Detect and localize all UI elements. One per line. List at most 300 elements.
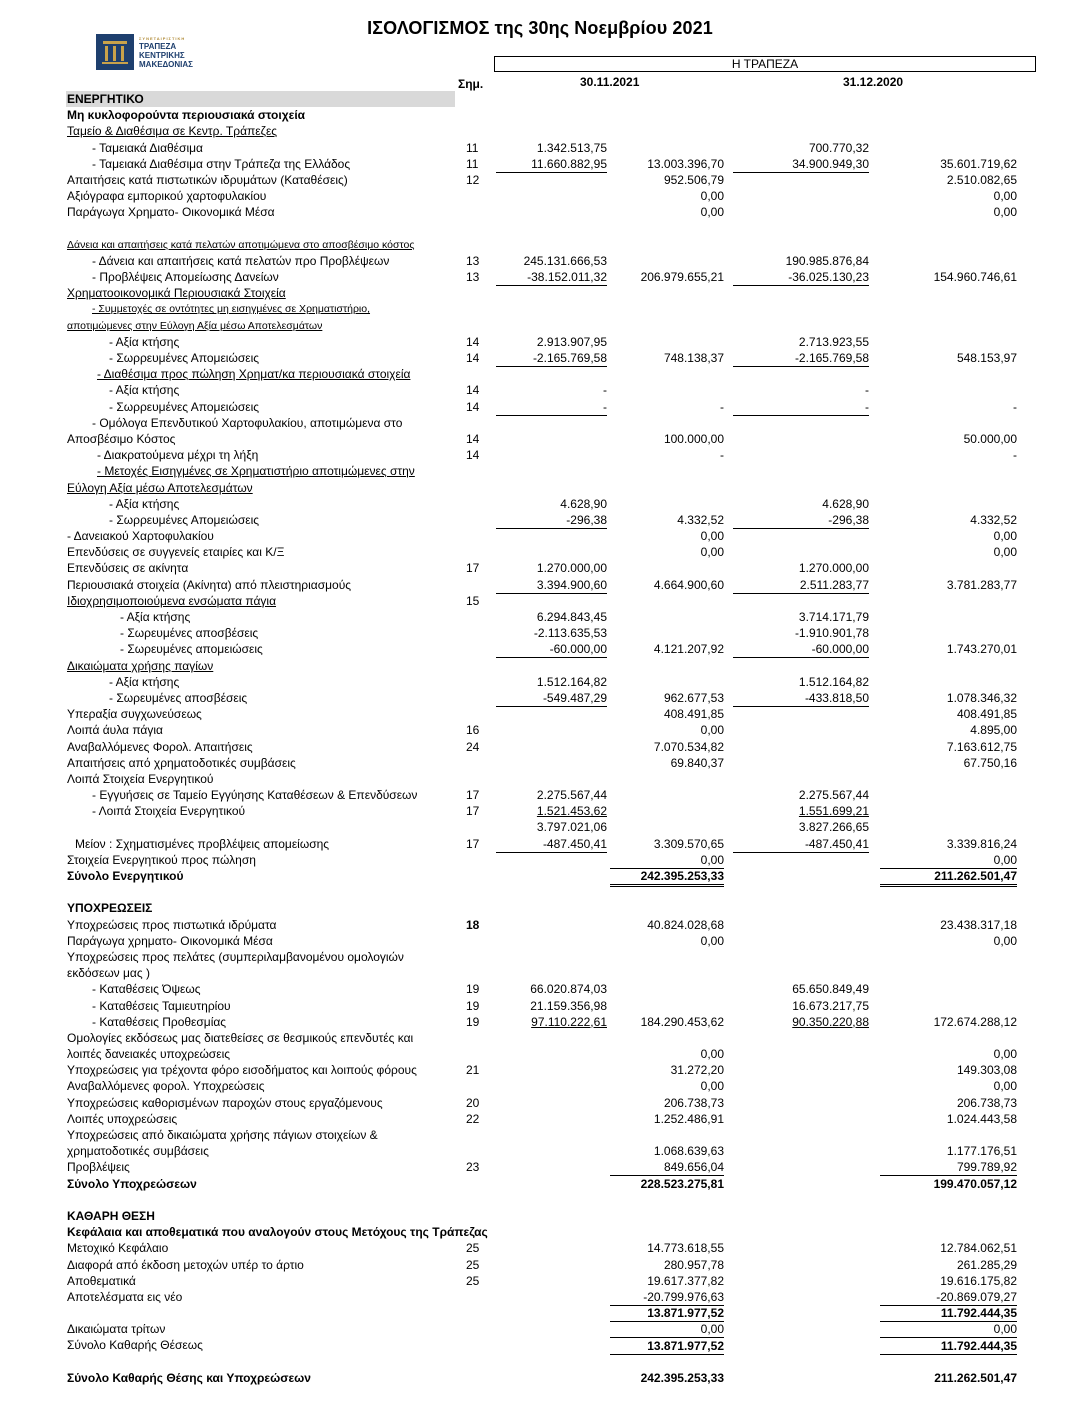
table-row bbox=[0, 366, 1080, 382]
row-note: 22 bbox=[466, 1111, 480, 1126]
table-row bbox=[0, 301, 1080, 317]
bank-logo-text: ΣΥΝΕΤΑΙΡΙΣΤΙΚΗ ΤΡΑΠΕΖΑ ΚΕΝΤΡΙΚΗΣ ΜΑΚΕΔΟΝΙΑΣ bbox=[139, 36, 193, 69]
table-row bbox=[0, 334, 1080, 350]
row-value-col1: -2.113.635,53 bbox=[533, 626, 607, 641]
row-value-col1: 1.342.513,75 bbox=[536, 140, 607, 155]
table-row bbox=[0, 787, 1080, 803]
row-label: Απαιτήσεις από χρηματοδοτικές συμβάσεις bbox=[67, 755, 296, 770]
row-label: - Σωρευμένες απομειώσεις bbox=[120, 642, 263, 657]
row-value-col2: 0,00 bbox=[700, 933, 724, 948]
row-label: Ταμείο & Διαθέσιμα σε Κεντρ. Τράπεζες bbox=[67, 124, 278, 139]
row-value-col4: 1.078.346,32 bbox=[946, 690, 1017, 705]
table-row bbox=[0, 107, 1080, 123]
row-value-col2: 206.738,73 bbox=[663, 1095, 724, 1110]
row-note: 13 bbox=[466, 253, 480, 268]
table-row bbox=[0, 1095, 1080, 1111]
row-label: Υπεραξία συγχωνεύσεως bbox=[67, 707, 202, 722]
row-value-col2: 0,00 bbox=[700, 205, 724, 220]
table-row bbox=[0, 900, 1080, 916]
table-row bbox=[0, 1176, 1080, 1192]
row-value-col2: 952.506,79 bbox=[663, 172, 724, 187]
table-row bbox=[0, 156, 1080, 172]
row-label: - Ομόλογα Επενδυτικού Χαρτοφυλακίου, αποτιμώμενα στο bbox=[92, 415, 403, 430]
row-value-col4: 206.738,73 bbox=[956, 1095, 1017, 1110]
note-column-header: Σημ. bbox=[458, 77, 484, 91]
table-row bbox=[0, 140, 1080, 156]
row-note: 17 bbox=[466, 804, 480, 819]
row-label: - Μετοχές Εισηγμένες σε Χρηματιστήριο αποτιμώμενες στην bbox=[97, 464, 415, 479]
table-row bbox=[0, 1257, 1080, 1273]
row-value-col2: 0,00 bbox=[700, 723, 724, 738]
row-value-col3: 1.270.000,00 bbox=[798, 561, 869, 576]
row-note: 19 bbox=[466, 1014, 480, 1029]
row-value-col1: - bbox=[496, 399, 607, 416]
row-value-col1: 3.394.900,60 bbox=[496, 577, 607, 594]
table-row bbox=[0, 819, 1080, 835]
row-label: Μετοχικό Κεφάλαιο bbox=[67, 1241, 169, 1256]
row-value-col4: 11.792.444,35 bbox=[880, 1305, 1017, 1322]
table-row bbox=[0, 172, 1080, 188]
row-label: - Εγγυήσεις σε Ταμείο Εγγύησης Καταθέσεων & Επενδύσεων bbox=[92, 788, 418, 803]
row-value-col4: 1.177.176,51 bbox=[946, 1144, 1017, 1159]
table-row bbox=[0, 285, 1080, 301]
row-label: Αναβαλλόμενες Φορολ. Απαιτήσεις bbox=[67, 739, 253, 754]
row-value-col4: 4.332,52 bbox=[970, 512, 1017, 527]
table-row bbox=[0, 981, 1080, 997]
row-label: - Αξία κτήσης bbox=[109, 334, 180, 349]
row-label: Παράγωγα χρηματο- Οικονομικά Μέσα bbox=[67, 933, 273, 948]
row-value-col4: - bbox=[1013, 399, 1017, 414]
row-value-col2: 4.332,52 bbox=[677, 512, 724, 527]
table-row bbox=[0, 237, 1080, 253]
row-value-col1: -549.487,29 bbox=[496, 690, 607, 707]
row-value-col4: 0,00 bbox=[993, 1047, 1017, 1062]
row-value-col4: 211.262.501,47 bbox=[880, 868, 1017, 887]
row-note: 24 bbox=[466, 739, 480, 754]
row-note: 14 bbox=[466, 383, 480, 398]
row-value-col3: 190.985.876,84 bbox=[785, 253, 869, 268]
row-value-col2: 13.003.396,70 bbox=[647, 156, 724, 171]
row-value-col3: - bbox=[865, 383, 869, 398]
row-value-col3: 1.551.699,21 bbox=[798, 804, 869, 819]
row-value-col1: 1.512.164,82 bbox=[536, 674, 607, 689]
row-note: 11 bbox=[466, 140, 479, 155]
row-label: - Σωρρευμένες Απομειώσεις bbox=[109, 351, 260, 365]
table-row bbox=[0, 836, 1080, 852]
row-value-col2: 242.395.253,33 bbox=[640, 1370, 724, 1385]
page-title: ΙΣΟΛΟΓΙΣΜΟΣ της 30ης Νοεμβρίου 2021 bbox=[367, 18, 713, 38]
row-label: - Καταθέσεις Όψεως bbox=[92, 982, 201, 997]
table-row bbox=[0, 415, 1080, 431]
table-row bbox=[0, 463, 1080, 479]
table-row bbox=[0, 722, 1080, 738]
row-label: Παράγωγα Χρηματο- Οικονομικά Μέσα bbox=[67, 205, 275, 220]
table-row bbox=[0, 1111, 1080, 1127]
row-value-col4: 172.674.288,12 bbox=[933, 1014, 1017, 1029]
row-value-col1: -296,38 bbox=[496, 512, 607, 529]
row-value-col4: 0,00 bbox=[993, 189, 1017, 204]
row-value-col4: - bbox=[1013, 448, 1017, 463]
table-row bbox=[0, 1192, 1080, 1208]
table-row bbox=[0, 884, 1080, 900]
row-value-col4: 1.743.270,01 bbox=[946, 642, 1017, 657]
row-value-col3: 4.628,90 bbox=[822, 496, 869, 511]
table-row bbox=[0, 917, 1080, 933]
row-label: - Δάνεια και απαιτήσεις κατά πελατών προ Προβλέψεων bbox=[92, 253, 390, 268]
row-value-col4: 3.781.283,77 bbox=[946, 577, 1017, 592]
table-row bbox=[0, 382, 1080, 398]
table-row bbox=[0, 658, 1080, 674]
table-row bbox=[0, 1014, 1080, 1030]
row-note: 14 bbox=[466, 351, 480, 365]
row-value-col2: 0,00 bbox=[700, 189, 724, 204]
row-label: - Δανειακού Χαρτοφυλακίου bbox=[67, 529, 214, 544]
table-row bbox=[0, 933, 1080, 949]
table-row bbox=[0, 544, 1080, 560]
row-label: λοιπές δανειακές υποχρεώσεις bbox=[67, 1047, 231, 1062]
row-value-col3: -60.000,00 bbox=[733, 641, 869, 658]
table-row bbox=[0, 755, 1080, 771]
row-value-col2: - bbox=[720, 448, 724, 463]
row-note: 14 bbox=[466, 399, 480, 414]
row-note: 17 bbox=[466, 788, 480, 803]
row-value-col2: - bbox=[720, 399, 724, 414]
row-label: Υποχρεώσεις από δικαιώματα χρήσης πάγιων στοιχείων & bbox=[67, 1128, 378, 1142]
row-value-col2: 4.121.207,92 bbox=[653, 642, 724, 657]
row-value-col1: - bbox=[603, 383, 607, 398]
row-note: 14 bbox=[466, 431, 480, 446]
table-row bbox=[0, 269, 1080, 285]
row-value-col1: 2.275.567,44 bbox=[536, 788, 607, 803]
table-row bbox=[0, 593, 1080, 609]
table-row bbox=[0, 1030, 1080, 1046]
table-row bbox=[0, 91, 1080, 107]
row-value-col2: 748.138,37 bbox=[663, 351, 724, 365]
row-note: 17 bbox=[466, 561, 480, 576]
bank-emblem-icon bbox=[96, 34, 134, 70]
row-label: Προβλέψεις bbox=[67, 1160, 130, 1175]
row-value-col4: 0,00 bbox=[993, 205, 1017, 220]
row-value-col2: 0,00 bbox=[700, 1322, 724, 1337]
row-label: Στοιχεία Ενεργητικού προς πώληση bbox=[67, 852, 256, 867]
table-row bbox=[0, 852, 1080, 868]
row-label: - Διαθέσιμα προς πώληση Χρηματ/κα περιουσιακά στοιχεία bbox=[97, 367, 411, 382]
table-row bbox=[0, 641, 1080, 657]
row-value-col2: 0,00 bbox=[610, 852, 724, 869]
row-label: Δικαιώματα τρίτων bbox=[67, 1322, 166, 1337]
row-value-col4: 0,00 bbox=[880, 852, 1017, 869]
table-row bbox=[0, 496, 1080, 512]
table-row bbox=[0, 1062, 1080, 1078]
row-value-col3: -36.025.130,23 bbox=[733, 269, 869, 286]
row-value-col4: 7.163.612,75 bbox=[946, 739, 1017, 754]
row-label: χρηματοδοτικές συμβάσεις bbox=[67, 1144, 209, 1159]
row-value-col4: 211.262.501,47 bbox=[934, 1370, 1017, 1385]
table-row bbox=[0, 399, 1080, 415]
row-value-col2: -20.799.976,63 bbox=[610, 1289, 724, 1306]
row-note: 21 bbox=[466, 1063, 480, 1078]
row-value-col2: 206.979.655,21 bbox=[640, 270, 724, 285]
row-value-col3: -487.450,41 bbox=[733, 836, 869, 853]
row-note: 19 bbox=[466, 998, 480, 1013]
date-header-2021: 30.11.2021 bbox=[580, 75, 640, 89]
row-note: 13 bbox=[466, 270, 480, 285]
row-value-col4: -20.869.079,27 bbox=[880, 1289, 1017, 1306]
row-label: - Καταθέσεις Προθεσμίας bbox=[92, 1014, 227, 1029]
row-label: Ομολογίες εκδόσεως μας διατεθείσες σε θεσμικούς επενδυτές και bbox=[67, 1030, 414, 1045]
table-row bbox=[0, 965, 1080, 981]
row-label: Υποχρεώσεις προς πιστωτικά ιδρύματα bbox=[67, 917, 277, 932]
row-value-col3: 3.827.266,65 bbox=[798, 820, 869, 835]
row-label: Διαφορά από έκδοση μετοχών υπέρ το άρτιο bbox=[67, 1257, 304, 1272]
row-value-col1: 11.660.882,95 bbox=[496, 156, 607, 173]
row-note: 14 bbox=[466, 448, 480, 463]
row-value-col2: 0,00 bbox=[700, 529, 724, 544]
row-label: - Αξία κτήσης bbox=[109, 496, 180, 511]
table-row bbox=[0, 771, 1080, 787]
row-value-col1: 6.294.843,45 bbox=[536, 610, 607, 624]
row-value-col2: 1.068.639,63 bbox=[653, 1144, 724, 1159]
row-value-col1: 2.913.907,95 bbox=[536, 334, 607, 349]
row-value-col3: 2.511.283,77 bbox=[733, 577, 869, 594]
table-row bbox=[0, 188, 1080, 204]
row-label: - Σωρρευμένες Απομειώσεις bbox=[109, 399, 260, 414]
row-value-col4: 548.153,97 bbox=[956, 351, 1017, 365]
row-label: Επενδύσεις σε συγγενείς εταιρίες και Κ/Ξ bbox=[67, 545, 285, 560]
balance-sheet-table bbox=[0, 91, 1080, 1386]
row-label: Μη κυκλοφορούντα περιουσιακά στοιχεία bbox=[67, 108, 306, 123]
row-value-col3: -296,38 bbox=[733, 512, 869, 529]
bank-column-header: Η ΤΡΑΠΕΖΑ bbox=[494, 56, 1036, 72]
row-label: Αναβαλλόμενες φορολ. Υποχρεώσεις bbox=[67, 1079, 265, 1094]
row-value-col3: 1.512.164,82 bbox=[798, 674, 869, 689]
row-value-col4: 19.616.175,82 bbox=[940, 1273, 1017, 1288]
table-row bbox=[0, 318, 1080, 334]
row-value-col4: 149.303,08 bbox=[956, 1063, 1017, 1078]
table-row bbox=[0, 1143, 1080, 1159]
row-label: Δικαιώματα χρήσης παγίων bbox=[67, 658, 214, 673]
row-label: ΥΠΟΧΡΕΩΣΕΙΣ bbox=[67, 901, 153, 916]
row-label: Αποτελέσματα εις νέο bbox=[67, 1289, 183, 1304]
row-value-col2: 1.252.486,91 bbox=[653, 1111, 724, 1126]
row-value-col4: 1.024.443,58 bbox=[946, 1111, 1017, 1126]
row-value-col4: 0,00 bbox=[993, 1322, 1017, 1337]
row-value-col3: 90.350.220,88 bbox=[792, 1014, 869, 1029]
row-label: - Λοιπά Στοιχεία Ενεργητικού bbox=[92, 804, 246, 819]
row-label: Αποθεματικά bbox=[67, 1273, 136, 1288]
row-value-col3: 700.770,32 bbox=[808, 140, 869, 155]
row-value-col2: 13.871.977,52 bbox=[610, 1337, 724, 1355]
row-value-col2: 19.617.377,82 bbox=[647, 1273, 724, 1288]
table-row bbox=[0, 480, 1080, 496]
row-label: Υποχρεώσεις καθορισμένων παροχών στους εργαζόμενους bbox=[67, 1095, 383, 1110]
row-label: Λοιπά άυλα πάγια bbox=[67, 723, 163, 738]
row-value-col4: 0,00 bbox=[993, 545, 1017, 560]
row-label: Σύνολο Υποχρεώσεων bbox=[67, 1176, 197, 1191]
row-value-col4: 154.960.746,61 bbox=[933, 270, 1017, 285]
row-value-col4: 199.470.057,12 bbox=[933, 1176, 1017, 1191]
row-label: Λοιπά Στοιχεία Ενεργητικού bbox=[67, 771, 214, 786]
row-value-col1: 1.521.453,62 bbox=[536, 804, 607, 819]
row-label: - Σωρευμένες αποσβέσεις bbox=[109, 690, 248, 705]
table-row bbox=[0, 350, 1080, 366]
row-value-col3: 2.713.923,55 bbox=[798, 334, 869, 349]
table-row bbox=[0, 690, 1080, 706]
row-note: 15 bbox=[466, 593, 480, 608]
row-value-col2: 280.957,78 bbox=[663, 1257, 724, 1272]
row-note: 25 bbox=[466, 1257, 480, 1272]
row-value-col1: -60.000,00 bbox=[496, 641, 607, 658]
table-row bbox=[0, 431, 1080, 447]
row-note: 23 bbox=[466, 1160, 480, 1175]
row-value-col3: - bbox=[733, 399, 869, 416]
row-value-col3: -1.910.901,78 bbox=[794, 626, 869, 641]
row-label: ΚΑΘΑΡΗ ΘΕΣΗ bbox=[67, 1208, 155, 1223]
table-row bbox=[0, 1159, 1080, 1175]
row-value-col2: 408.491,85 bbox=[663, 707, 724, 722]
row-value-col4: 4.895,00 bbox=[970, 723, 1017, 738]
row-value-col4: 3.339.816,24 bbox=[946, 836, 1017, 851]
row-note: 25 bbox=[466, 1273, 480, 1288]
table-row bbox=[0, 447, 1080, 463]
table-row bbox=[0, 625, 1080, 641]
row-value-col2: 13.871.977,52 bbox=[610, 1305, 724, 1322]
row-value-col2: 31.272,20 bbox=[670, 1063, 724, 1078]
row-value-col4: 35.601.719,62 bbox=[940, 156, 1017, 171]
row-value-col2: 0,00 bbox=[700, 1079, 724, 1094]
table-row bbox=[0, 1208, 1080, 1224]
row-label: Κεφάλαια και αποθεματικά που αναλογούν στους Μετόχους της Τράπεζας bbox=[67, 1225, 488, 1240]
row-value-col1: 3.797.021,06 bbox=[536, 820, 607, 835]
row-value-col2: 69.840,37 bbox=[670, 755, 724, 770]
table-row bbox=[0, 204, 1080, 220]
row-value-col1: 21.159.356,98 bbox=[530, 998, 607, 1013]
row-value-col3: 2.275.567,44 bbox=[798, 788, 869, 803]
table-row bbox=[0, 221, 1080, 237]
row-value-col4: 11.792.444,35 bbox=[880, 1337, 1017, 1355]
table-row bbox=[0, 1224, 1080, 1240]
row-label: Αποσβέσιμο Κόστος bbox=[67, 431, 176, 446]
table-row bbox=[0, 1046, 1080, 1062]
table-row bbox=[0, 123, 1080, 139]
row-value-col4: 2.510.082,65 bbox=[946, 172, 1017, 187]
row-value-col4: 67.750,16 bbox=[963, 755, 1017, 770]
table-row bbox=[0, 674, 1080, 690]
table-row bbox=[0, 706, 1080, 722]
table-row bbox=[0, 1305, 1080, 1321]
row-label: - Αξία κτήσης bbox=[109, 674, 180, 689]
row-label: - Προβλέψεις Απομείωσης Δανείων bbox=[92, 270, 279, 285]
table-row bbox=[0, 609, 1080, 625]
row-value-col1: 245.131.666,53 bbox=[523, 253, 607, 268]
row-value-col4: 0,00 bbox=[993, 933, 1017, 948]
table-row bbox=[0, 998, 1080, 1014]
row-value-col3: 16.673.217,75 bbox=[792, 998, 869, 1013]
row-value-col2: 40.824.028,68 bbox=[647, 917, 724, 932]
row-label: Αξιόγραφα εμπορικού χαρτοφυλακίου bbox=[67, 189, 267, 204]
date-header-2020: 31.12.2020 bbox=[843, 75, 904, 89]
row-note: 20 bbox=[466, 1095, 480, 1110]
row-value-col3: 34.900.949,30 bbox=[733, 156, 869, 173]
row-value-col1: -2.165.769,58 bbox=[496, 350, 607, 367]
table-row bbox=[0, 253, 1080, 269]
table-row bbox=[0, 1321, 1080, 1337]
row-note: 17 bbox=[466, 836, 480, 851]
table-row bbox=[0, 1273, 1080, 1289]
row-label: Χρηματοοικονομικά Περιουσιακά Στοιχεία bbox=[67, 286, 286, 301]
row-label: - Αξία κτήσης bbox=[109, 383, 180, 398]
row-value-col4: 408.491,85 bbox=[956, 707, 1017, 722]
row-value-col2: 184.290.453,62 bbox=[640, 1014, 724, 1029]
row-note: 18 bbox=[466, 917, 480, 932]
row-label: αποτιμώμενες στην Εύλογη Αξία μέσω Αποτελεσμάτων bbox=[67, 319, 323, 332]
table-row bbox=[0, 1240, 1080, 1256]
row-value-col2: 3.309.570,65 bbox=[653, 836, 724, 851]
row-label: Υποχρεώσεις προς πελάτες (συμπεριλαμβανομένου ομολογιών bbox=[67, 949, 404, 964]
row-value-col1: -487.450,41 bbox=[496, 836, 607, 853]
row-label: Σύνολο Ενεργητικού bbox=[67, 869, 184, 883]
bank-logo bbox=[96, 34, 216, 70]
row-label: - Αξία κτήσης bbox=[120, 610, 191, 624]
row-label: - Καταθέσεις Ταμιευτηρίου bbox=[92, 998, 231, 1013]
row-value-col2: 100.000,00 bbox=[663, 431, 724, 446]
row-value-col4: 23.438.317,18 bbox=[940, 917, 1017, 932]
table-row bbox=[0, 739, 1080, 755]
row-value-col4: 261.285,29 bbox=[956, 1257, 1017, 1272]
row-label: Εύλογη Αξία μέσω Αποτελεσμάτων bbox=[67, 480, 253, 495]
table-row bbox=[0, 512, 1080, 528]
row-value-col2: 4.664.900,60 bbox=[653, 577, 724, 592]
row-value-col2: 962.677,53 bbox=[663, 690, 724, 705]
row-value-col2: 242.395.253,33 bbox=[610, 868, 724, 887]
row-value-col4: 0,00 bbox=[993, 529, 1017, 544]
row-value-col3: -2.165.769,58 bbox=[733, 350, 869, 367]
table-row bbox=[0, 949, 1080, 965]
table-row bbox=[0, 1127, 1080, 1143]
row-label: - Συμμετοχές σε οντότητες μη εισηγμένες σε Χρηματιστήριο, bbox=[92, 303, 371, 316]
row-label: Λοιπές υποχρεώσεις bbox=[67, 1111, 178, 1126]
table-row bbox=[0, 868, 1080, 884]
row-label: εκδόσεων μας ) bbox=[67, 966, 150, 981]
table-row bbox=[0, 1078, 1080, 1094]
table-row bbox=[0, 1354, 1080, 1370]
row-value-col2: 7.070.534,82 bbox=[653, 739, 724, 754]
table-row bbox=[0, 577, 1080, 593]
row-label: Σύνολο Καθαρής Θέσης και Υποχρεώσεων bbox=[67, 1370, 311, 1385]
row-value-col1: 97.110.222,61 bbox=[531, 1014, 607, 1029]
row-value-col3: -433.818,50 bbox=[733, 690, 869, 707]
table-row bbox=[0, 1289, 1080, 1305]
row-label: - Διακρατούμενα μέχρι τη λήξη bbox=[97, 448, 259, 463]
row-label: Απαιτήσεις κατά πιστωτικών ιδρυμάτων (Καταθέσεις) bbox=[67, 172, 348, 187]
row-value-col1: 1.270.000,00 bbox=[536, 561, 607, 576]
row-label: - Σωρευμένες αποσβέσεις bbox=[120, 626, 259, 641]
row-note: 19 bbox=[466, 982, 480, 997]
table-row bbox=[0, 1337, 1080, 1353]
row-label: Σύνολο Καθαρής Θέσεως bbox=[67, 1338, 203, 1353]
row-value-col4: 799.789,92 bbox=[880, 1159, 1017, 1176]
row-label: Επενδύσεις σε ακίνητα bbox=[67, 561, 189, 576]
row-value-col2: 849.656,04 bbox=[610, 1159, 724, 1176]
row-note: 25 bbox=[466, 1241, 480, 1256]
row-value-col1: 4.628,90 bbox=[560, 496, 607, 511]
row-note: 11 bbox=[466, 156, 479, 171]
row-value-col1: -38.152.011,32 bbox=[496, 269, 607, 286]
table-row bbox=[0, 803, 1080, 819]
table-row bbox=[0, 528, 1080, 544]
row-value-col3: 65.650.849,49 bbox=[792, 982, 869, 997]
row-value-col2: 0,00 bbox=[700, 545, 724, 560]
